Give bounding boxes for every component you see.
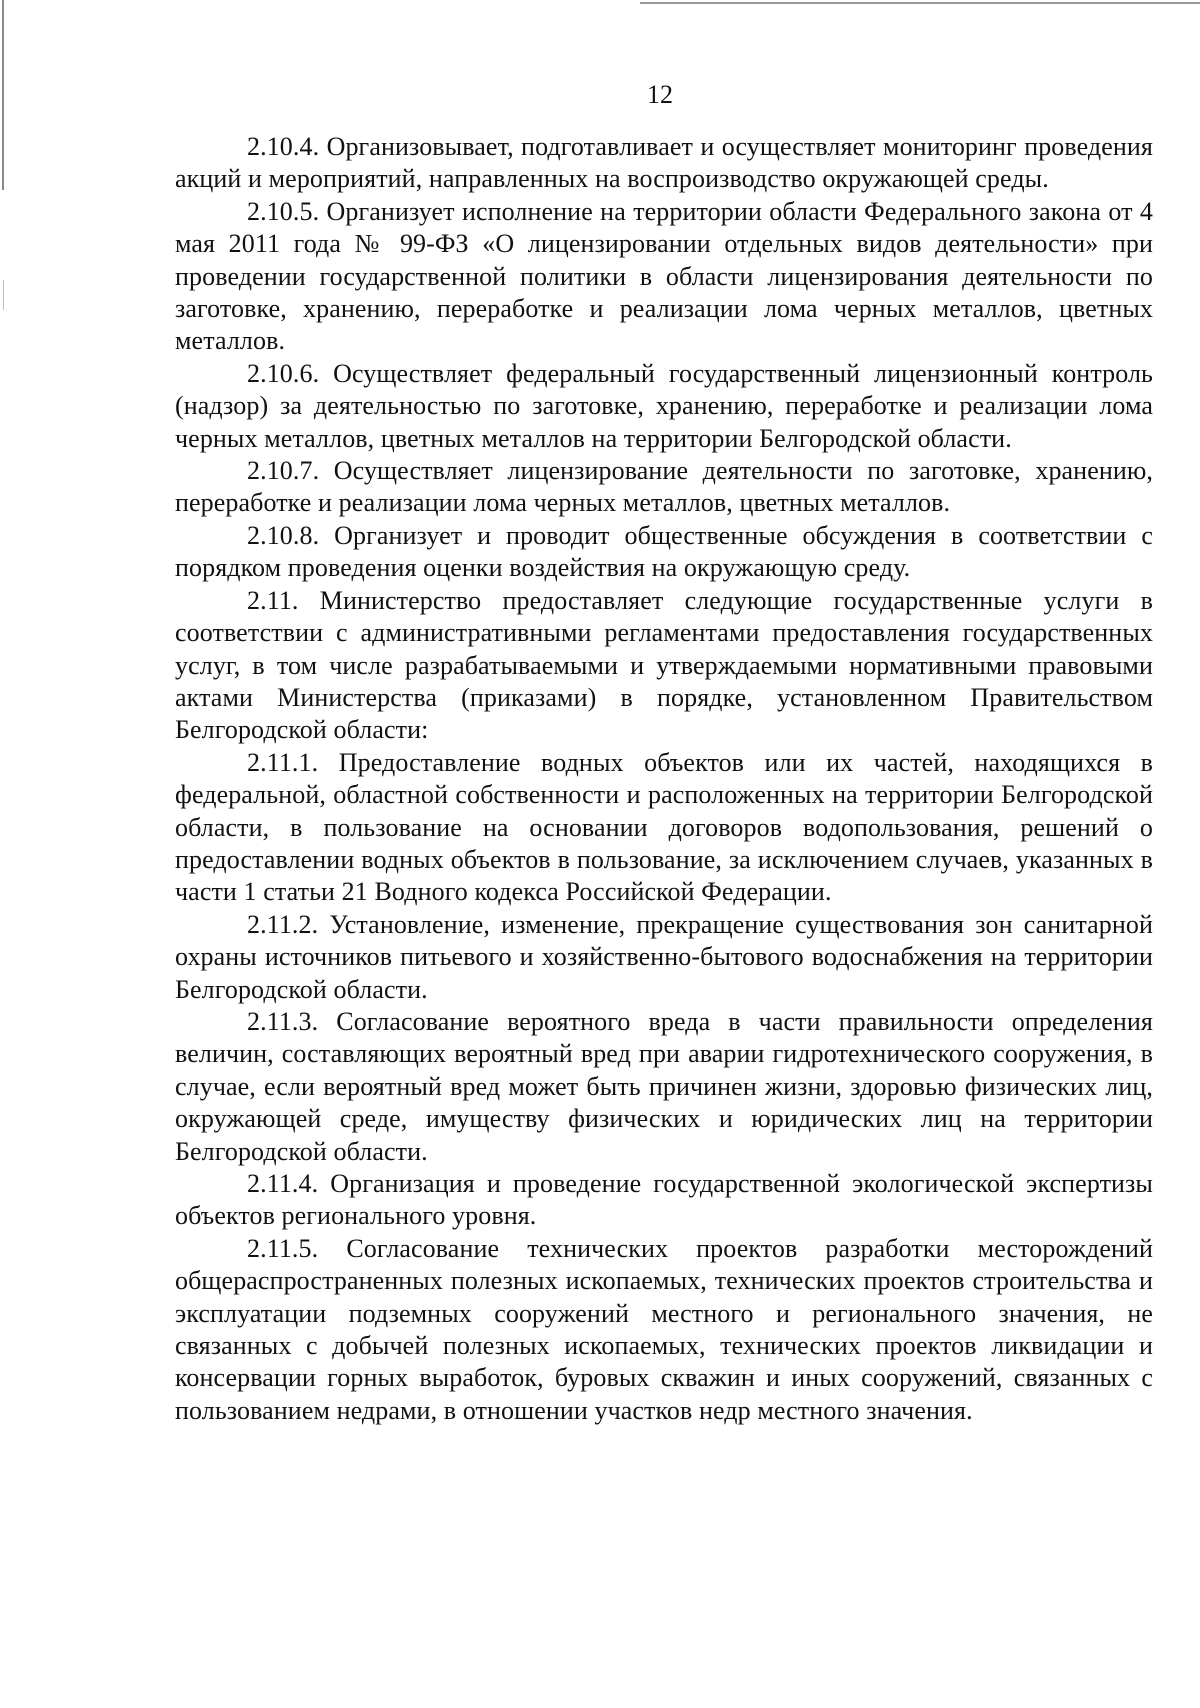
paragraph-2-10-7: 2.10.7. Осуществляет лицензирование деятельности по заготовке, хранению, переработке и реализации лома черных металлов, цветных металлов. [175, 456, 1153, 518]
paragraph-2-11-1: 2.11.1. Предоставление водных объектов или их частей, находящихся в федеральной, областной собственности и расположенных на территории Белгородской области, в пользование на основании договоров водопользования, решений о предоставлении водных объектов в пользование, за исключением случаев, указанных в части 1 статьи 21 Водного кодекса Российской Федерации. [175, 747, 1153, 907]
scan-edge-mark [3, 280, 4, 310]
paragraph-2-11-2: 2.11.2. Установление, изменение, прекращение существования зон санитарной охраны источников питьевого и хозяйственно-бытового водоснабжения на территории Белгородской области. [175, 909, 1153, 1004]
paragraph-2-10-8: 2.10.8. Организует и проводит общественные обсуждения в соответствии с порядком проведения оценки воздействия на окружающую среду. [175, 520, 1153, 583]
paragraph-2-11-3: 2.11.3. Согласование вероятного вреда в части правильности определения величин, составляющих вероятный вред при аварии гидротехнического сооружения, в случае, если вероятный вред может быть причинен жизни, здоровью физических лиц, окружающей среде, имуществу физических и юридических лиц на территории Белгородской области. [175, 1006, 1153, 1166]
paragraph-2-11-5: 2.11.5. Согласование технических проектов разработки месторождений общераспространенных полезных ископаемых, технических проектов строительства и эксплуатации подземных сооружений местного и регионального значения, не связанных с добычей полезных ископаемых, технических проектов ликвидации и консервации горных выработок, буровых скважин и иных сооружений, связанных с пользованием недрами, в отношении участков недр местного значения. [175, 1233, 1153, 1425]
document-body [175, 131, 1153, 1427]
paragraph-2-10-5: 2.10.5. Организует исполнение на территории области Федерального закона от 4 мая 2011 года № 99-ФЗ «О лицензировании отдельных видов деятельности» при проведении государственной политики в области лицензирования деятельности по заготовке, хранению, переработке и реализации лома черных металлов, цветных металлов. [175, 196, 1153, 356]
paragraph-2-11-4: 2.11.4. Организация и проведение государственной экологической экспертизы объектов регионального уровня. [175, 1169, 1153, 1231]
page-number: 12 [647, 80, 673, 109]
scan-edge-top [640, 2, 1200, 4]
paragraph-2-10-6: 2.10.6. Осуществляет федеральный государственный лицензионный контроль (надзор) за деятельностью по заготовке, хранению, переработке и реализации лома черных металлов, цветных металлов на территории Белгородской области. [175, 358, 1153, 453]
paragraph-2-10-4: 2.10.4. Организовывает, подготавливает и осуществляет мониторинг проведения акций и мероприятий, направленных на воспроизводство окружающей среды. [175, 132, 1153, 194]
paragraph-2-11: 2.11. Министерство предоставляет следующие государственные услуги в соответствии с административными регламентами предоставления государственных услуг, в том числе разрабатываемыми и утверждаемыми нормативными правовыми актами Министерства (приказами) в порядке, установленном Правительством Белгородской области: [175, 585, 1153, 745]
